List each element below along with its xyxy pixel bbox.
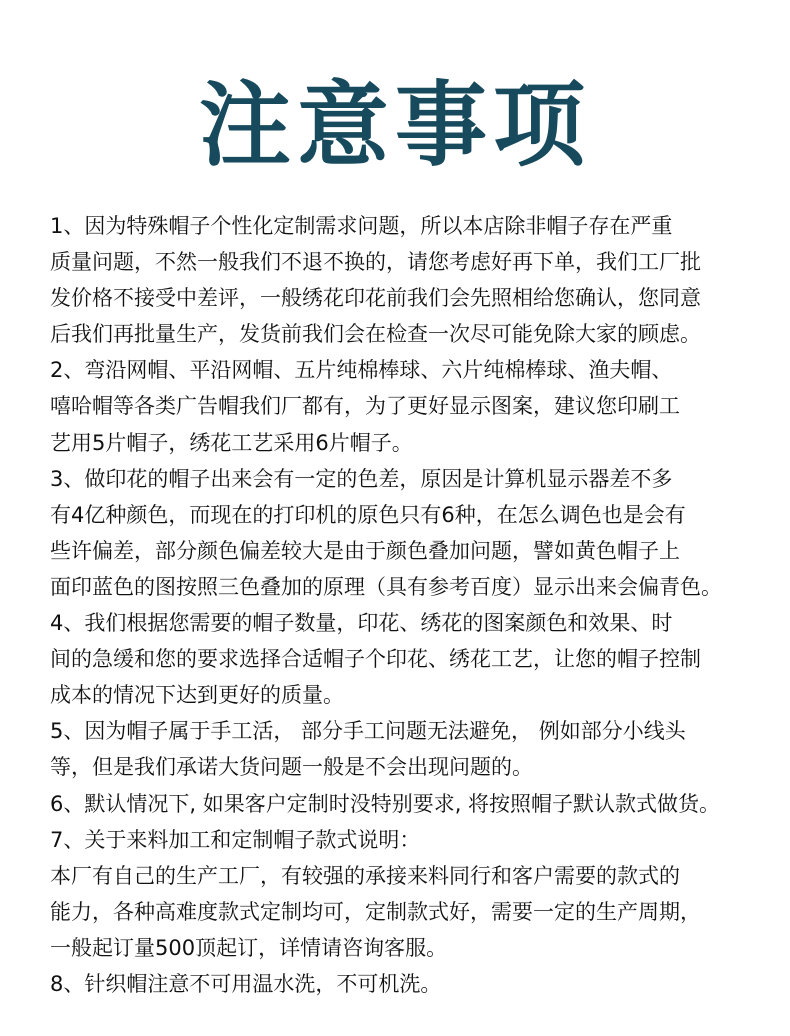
notice-line: 7、关于来料加工和定制帽子款式说明：: [50, 827, 421, 852]
notice-line: 面印蓝色的图按照三色叠加的原理（具有参考百度）显示出来会偏青色。: [50, 574, 722, 599]
notice-line: 6、默认情况下, 如果客户定制时没特别要求, 将按照帽子默认款式做货。: [50, 791, 721, 816]
notice-line: 1、因为特殊帽子个性化定制需求问题，所以本店除非帽子存在严重: [50, 214, 673, 238]
notice-line: 5、因为帽子属于手工活， 部分手工问题无法避免， 例如部分小线头: [50, 719, 686, 744]
notice-body: [50, 208, 770, 1002]
notice-line: 能力，各种高难度款式定制均可，定制款式好，需要一定的生产周期，: [50, 899, 701, 924]
notice-line: 本厂有自己的生产工厂，有较强的承接来料同行和客户需要的款式的: [50, 863, 680, 888]
notice-line: 质量问题，不然一般我们不退不换的，请您考虑好再下单，我们工厂批: [50, 250, 701, 275]
notice-line: 艺用5片帽子，绣花工艺采用6片帽子。: [50, 430, 413, 455]
notice-line: 8、针织帽注意不可用温水洗，不可机洗。: [50, 971, 442, 996]
notice-line: 成本的情况下达到更好的质量。: [50, 683, 344, 708]
notice-line: 后我们再批量生产，发货前我们会在检查一次尽可能免除大家的顾虑。: [50, 322, 701, 347]
notice-line: 有4亿种颜色，而现在的打印机的原色只有6种，在怎么调色也是会有: [50, 502, 686, 527]
notice-line: 等，但是我们承诺大货问题一般是不会出现问题的。: [50, 755, 533, 780]
notice-line: 3、做印花的帽子出来会有一定的色差，原因是计算机显示器差不多: [50, 466, 673, 491]
notice-line: 一般起订量500顶起订，详情请咨询客服。: [50, 935, 448, 960]
notice-line: 些许偏差，部分颜色偏差较大是由于颜色叠加问题，譬如黄色帽子上: [50, 538, 680, 563]
notice-line: 4、我们根据您需要的帽子数量，印花、绣花的图案颜色和效果、时: [50, 611, 673, 636]
notice-line: 2、弯沿网帽、平沿网帽、五片纯棉棒球、六片纯棉棒球、渔夫帽、: [50, 358, 673, 383]
notice-line: 发价格不接受中差评，一般绣花印花前我们会先照相给您确认，您同意: [50, 286, 701, 311]
notice-line: 间的急缓和您的要求选择合适帽子个印花、绣花工艺，让您的帽子控制: [50, 647, 701, 672]
notice-line: 嘻哈帽等各类广告帽我们厂都有，为了更好显示图案，建议您印刷工: [50, 394, 680, 419]
page-title: 注意事项: [198, 72, 591, 179]
